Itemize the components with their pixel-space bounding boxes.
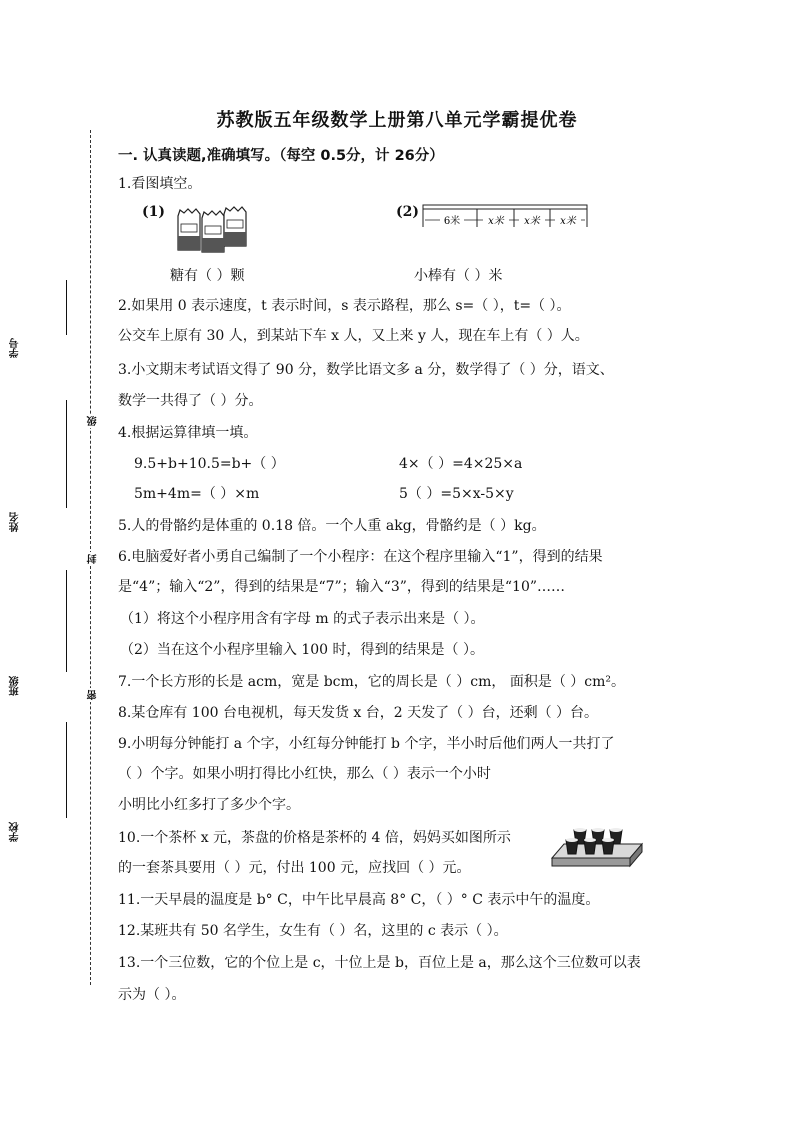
question-6-line-1: 6.电脑爱好者小勇自己编制了一个小程序：在这个程序里输入“1”，得到的结果: [118, 549, 603, 565]
question-4-text: 4.根据运算律填一填。: [118, 425, 258, 441]
question-4-item-3: 5m+4m=（ ）×m: [134, 486, 260, 502]
question-1-answer-1: 糖有（ ）颗: [170, 268, 245, 284]
class-label: 班级: [10, 676, 21, 696]
name-underline: [66, 400, 67, 508]
question-9-line-1: 9.小明每分钟能打 a 个字，小红每分钟能打 b 个字，半小时后他们两人一共打了: [118, 736, 615, 752]
question-4-item-1: 9.5+b+10.5=b+（ ）: [134, 456, 285, 472]
class-underline: [66, 570, 67, 672]
question-13-line-1: 13.一个三位数，它的个位上是 c，十位上是 b，百位上是 a，那么这个三位数可以表: [118, 955, 641, 971]
question-1-answer-2: 小棒有（ ）米: [414, 268, 503, 284]
name-label: 姓名: [10, 512, 21, 532]
candy-bags-illustration: [174, 206, 254, 254]
school-label: 学校: [10, 822, 21, 842]
ruler-label-3: x米: [524, 216, 540, 227]
figure-2-label: (2): [396, 204, 419, 220]
student-id-underline: [66, 280, 67, 335]
question-10-line-1: 10.一个茶杯 x 元，茶盘的价格是茶杯的 4 倍，妈妈买如图所示: [118, 830, 511, 846]
ruler-label-4: x米: [560, 216, 576, 227]
school-underline: [66, 722, 67, 818]
tea-set-illustration: [548, 822, 644, 872]
section-heading: 一. 认真读题,准确填写。（每空 0.5分，计 26分）: [118, 148, 444, 164]
question-2-line-1: 2.如果用 0 表示速度，t 表示时间，s 表示路程，那么 s=（ ），t=（ ）。: [118, 298, 571, 314]
question-9-line-2: （ ）个字。如果小明打得比小红快，那么（ ）表示一个小时: [118, 766, 491, 782]
page-title: 苏教版五年级数学上册第八单元学霸提优卷: [216, 110, 578, 131]
cut-mark-3: 密: [88, 690, 99, 700]
question-3-line-1: 3.小文期末考试语文得了 90 分，数学比语文多 a 分，数学得了（ ）分，语文、: [118, 362, 614, 378]
question-12-text: 12.某班共有 50 名学生，女生有（ ）名，这里的 c 表示（ ）。: [118, 923, 508, 939]
question-1-text: 1.看图填空。: [118, 176, 202, 192]
question-11-text: 11.一天早晨的温度是 b° C，中午比早晨高 8° C，（ ）° C 表示中午的温度。: [118, 892, 600, 908]
question-6-part-1: （1）将这个小程序用含有字母 m 的式子表示出来是（ ）。: [120, 611, 485, 627]
question-13-line-2: 示为（ ）。: [118, 987, 186, 1003]
question-3-line-2: 数学一共得了（ ）分。: [118, 393, 263, 409]
ruler-label-1: 6米: [443, 216, 461, 227]
student-id-label: 学号: [10, 338, 21, 358]
cut-mark-1: 级: [88, 416, 99, 426]
figure-1-label: (1): [142, 204, 165, 220]
question-6-part-2: （2）当在这个小程序里输入 100 时，得到的结果是（ ）。: [120, 642, 484, 658]
question-4-item-2: 4×（ ）=4×25×a: [399, 456, 523, 472]
question-5-text: 5.人的骨骼约是体重的 0.18 倍。一个人重 akg，骨骼约是（ ）kg。: [118, 518, 546, 534]
question-6-line-2: 是“4”；输入“2”，得到的结果是“7”；输入“3”，得到的结果是“10”……: [118, 579, 566, 595]
question-10-line-2: 的一套茶具要用（ ）元，付出 100 元，应找回（ ）元。: [118, 860, 471, 876]
question-7-text: 7.一个长方形的长是 acm，宽是 bcm，它的周长是（ ）cm， 面积是（ ）cm²。: [118, 674, 625, 690]
ruler-label-2: x米: [488, 216, 504, 227]
cut-mark-2: 封: [88, 554, 99, 564]
question-8-text: 8.某仓库有 100 台电视机，每天发货 x 台，2 天发了（ ）台，还剩（ ）台。: [118, 705, 599, 721]
question-9-line-3: 小明比小红多打了多少个字。: [118, 797, 300, 813]
stick-ruler-illustration: [420, 203, 590, 229]
question-4-item-4: 5（ ）=5×x-5×y: [399, 486, 514, 502]
question-2-line-2: 公交车上原有 30 人，到某站下车 x 人，又上来 y 人，现在车上有（ ）人。: [118, 328, 589, 344]
